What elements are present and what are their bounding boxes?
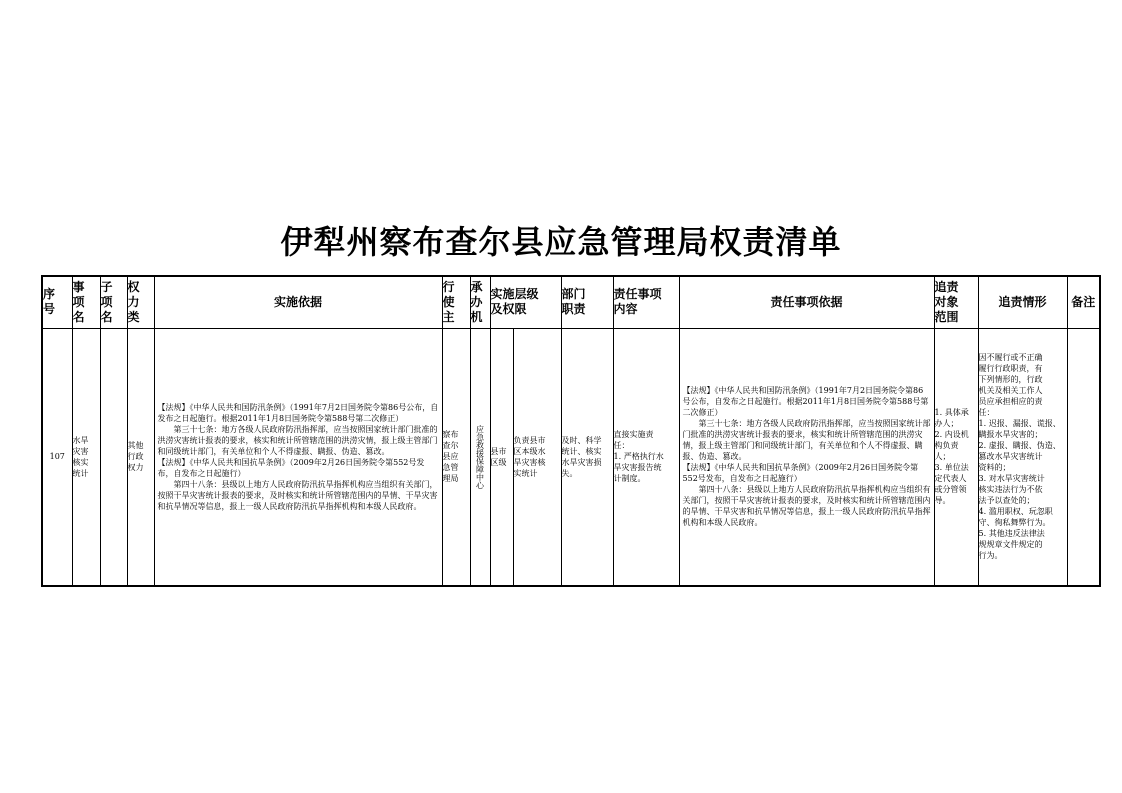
header-resp-content: 责任事项 内容: [613, 276, 679, 328]
cell-resp-content: 直接实施责 任： 1. 严格执行水 旱灾害报告统 计制度。: [613, 328, 679, 586]
resp-basis-law-1: 【法规】《中华人民共和国防汛条例》（1991年7月2日国务院令第86号公布，自发布之日起施行。根据2011年1月8日国务院令第588号第二次修正）: [682, 386, 929, 418]
header-item-name: 事 项 名: [72, 276, 100, 328]
header-dept-duty: 部门 职责: [561, 276, 613, 328]
header-level: 实施层级 及权限: [490, 276, 561, 328]
header-seq: 序 号: [42, 276, 72, 328]
header-accountable: 追责 对象 范围: [934, 276, 978, 328]
resp-basis-article-37: 第三十七条：地方各级人民政府防汛指挥部，应当按照国家统计部门批准的洪涝灾害统计报表的要求，核实和统计所管辖范围的洪涝灾情，报上级主管部门和同级统计部门，有关单位和个人不得虚报、瞒报、伪造、篡改。: [682, 419, 931, 462]
header-circumstance: 追责情形: [978, 276, 1067, 328]
cell-resp-basis: [679, 328, 934, 586]
cell-undertaker: [470, 328, 490, 586]
header-basis: 实施依据: [154, 276, 442, 328]
header-power-type: 权 力 类: [127, 276, 154, 328]
cell-sub-item: [100, 328, 127, 586]
table-row: [42, 328, 1100, 586]
cell-remark: [1067, 328, 1100, 586]
cell-accountable: 1. 具体承 办人； 2. 内设机 构负责 人； 3. 单位法 定代表人 或分管领 导。: [934, 328, 978, 586]
header-undertaker: 承 办 机: [470, 276, 490, 328]
cell-circumstance: 因不履行或不正确 履行行政职责，有 下列情形的，行政 机关及相关工作人 员应承担相应的责 任： 1. 迟报、漏报、谎报、 瞒报水旱灾害的； 2. 虚报、瞒报、伪造、 篡改水旱灾害统计 资料的； 3. 对水旱灾害统计 核实违法行为不依 法予以查处的； 4. 滥用职权、玩忽职 守、徇私舞弊行为。 5. 其他违反法律法 规规章文件规定的 行为。: [978, 328, 1067, 586]
resp-basis-article-48: 第四十八条：县级以上地方人民政府防汛抗旱指挥机构应当组织有关部门，按照干旱灾害统计报表的要求，及时核实和统计所管辖范围内的旱情、干旱灾害和抗旱情况等信息，报上一级人民政府防汛抗旱指挥机构和本级人民政府。: [682, 485, 931, 528]
table-header-row: [42, 276, 1100, 328]
cell-level-scope: 县市 区级: [490, 328, 513, 586]
header-agency: 行 使 主: [442, 276, 470, 328]
undertaker-text: 应急救援保障中心: [475, 424, 485, 489]
basis-law-1: 【法规】《中华人民共和国防汛条例》（1991年7月2日国务院令第86号公布，自发布之日起施行。根据2011年1月8日国务院令第588号第二次修正）: [157, 402, 439, 423]
header-resp-basis: 责任事项依据: [679, 276, 934, 328]
cell-basis: [154, 328, 442, 586]
cell-seq: 107: [42, 328, 72, 586]
cell-dept-duty: 及时、科学 统计、核实 水旱灾害损 失。: [561, 328, 613, 586]
cell-agency: 察布 查尔 县应 急管 理局: [442, 328, 470, 586]
cell-item-name: 水旱 灾害 核实 统计: [72, 328, 100, 586]
header-sub-item: 子 项 名: [100, 276, 127, 328]
header-remark: 备注: [1067, 276, 1100, 328]
resp-basis-law-2: 【法规】《中华人民共和国抗旱条例》（2009年2月26日国务院令第552号发布，自发布之日起施行）: [682, 463, 919, 484]
cell-level-authority: 负责县市 区本级水 旱灾害核 实统计: [513, 328, 561, 586]
basis-law-2: 【法规】《中华人民共和国抗旱条例》（2009年2月26日国务院令第552号发布，自发布之日起施行）: [157, 457, 425, 478]
page-title: 伊犁州察布查尔县应急管理局权责清单: [280, 223, 842, 261]
power-responsibility-table: [41, 275, 1101, 587]
cell-power-type: 其他 行政 权力: [127, 328, 154, 586]
basis-article-48: 第四十八条：县级以上地方人民政府防汛抗旱指挥机构应当组织有关部门，按照干旱灾害统计报表的要求，及时核实和统计所管辖范围内的旱情、干旱灾害和抗旱情况等信息，报上一级人民政府防汛抗旱指挥机构和本级人民政府。: [157, 479, 438, 511]
basis-article-37: 第三十七条：地方各级人民政府防汛指挥部，应当按照国家统计部门批准的洪涝灾害统计报表的要求，核实和统计所管辖范围的洪涝灾情，报上级主管部门和同级统计部门，有关单位和个人不得虚报、瞒报、伪造、篡改。: [157, 424, 438, 456]
